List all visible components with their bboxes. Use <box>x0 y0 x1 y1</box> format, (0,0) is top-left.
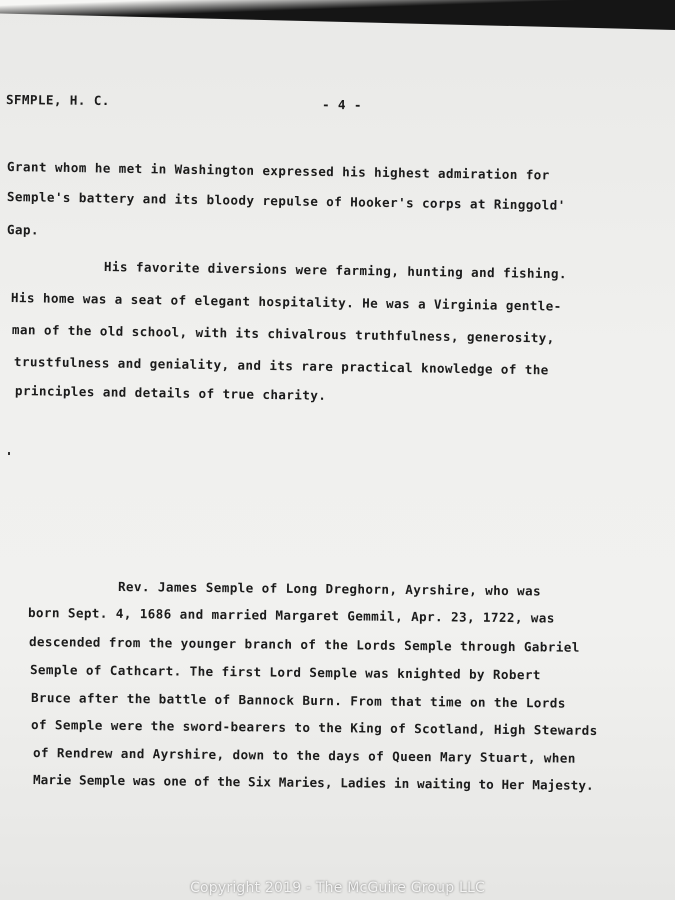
text-line: principles and details of true charity. <box>14 383 327 403</box>
text-line: His favorite diversions were farming, hunting and fishing. <box>103 259 568 282</box>
page-number: - 4 - <box>321 97 362 113</box>
text-line: of Semple were the sword-bearers to the King of Scotland, High Stewards <box>30 717 598 738</box>
text-line: His home was a seat of elegant hospitality. He was a Virginia gentle- <box>10 290 562 314</box>
text-line: descended from the younger branch of the Lords Semple through Gabriel <box>28 634 580 655</box>
dark-background-edge <box>0 0 675 30</box>
header-name: SFMPLE, H. C. <box>5 92 110 109</box>
text-line: Rev. James Semple of Long Dreghorn, Ayrshire, who was <box>117 579 542 599</box>
text-line: Semple's battery and its bloody repulse of Hooker's corps at Ringgold' <box>6 189 566 213</box>
text-line: of Rendrew and Ayrshire, down to the days of Queen Mary Stuart, when <box>32 745 576 766</box>
text-line: Gap. <box>6 222 40 238</box>
text-line: Marie Semple was one of the Six Maries, Ladies in waiting to Her Majesty. <box>32 772 594 793</box>
copyright-watermark: Copyright 2019 - The McGuire Group LLC <box>190 880 485 896</box>
paper-speck <box>8 452 10 455</box>
text-line: trustfulness and geniality, and its rare practical knowledge of the <box>13 354 549 378</box>
text-line: Bruce after the battle of Bannock Burn. From that time on the Lords <box>30 690 566 711</box>
text-line: Semple of Cathcart. The first Lord Semple was knighted by Robert <box>29 662 541 683</box>
text-line: man of the old school, with its chivalrous truthfulness, generosity, <box>11 322 555 346</box>
text-line: born Sept. 4, 1686 and married Margaret Gemmil, Apr. 23, 1722, was <box>27 605 555 626</box>
text-line: Grant whom he met in Washington expressed his highest admiration for <box>6 159 550 183</box>
